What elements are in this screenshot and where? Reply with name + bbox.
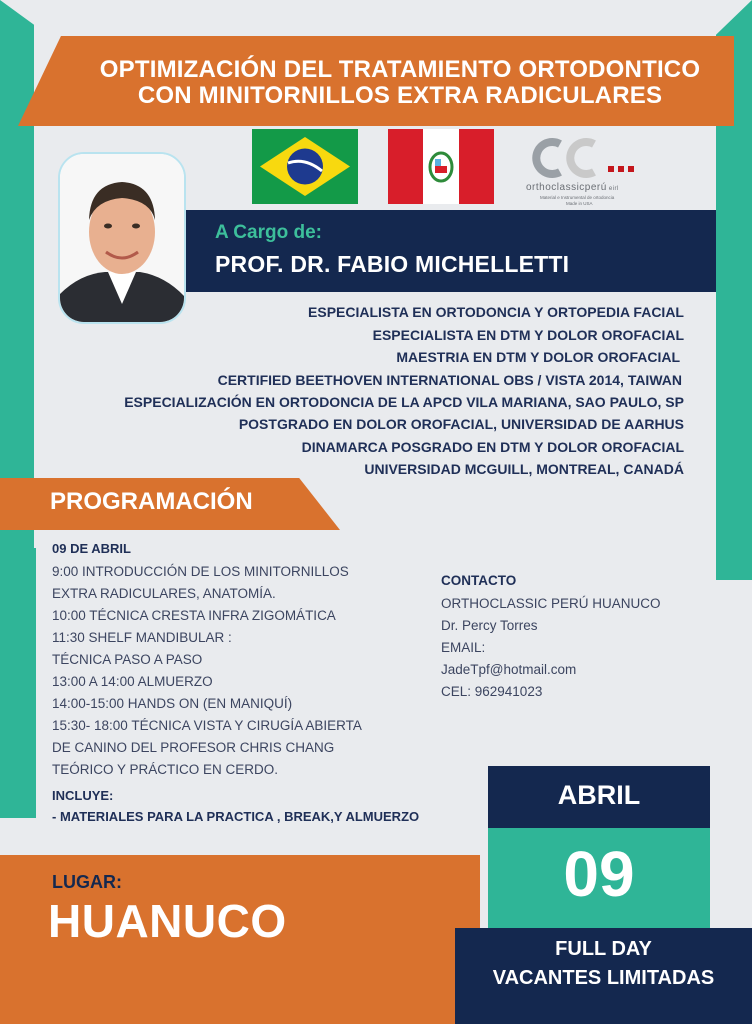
schedule-line: 11:30 SHELF MANDIBULAR : (52, 630, 232, 645)
speaker-photo (58, 152, 186, 324)
credential-line: MAESTRIA EN DTM Y DOLOR OROFACIAL (396, 349, 680, 365)
schedule-line: TEÓRICO Y PRÁCTICO EN CERDO. (52, 762, 279, 777)
program-date: 09 DE ABRIL (52, 541, 131, 556)
logo-tagline-2: Made in USA (566, 201, 593, 206)
credential-line: ESPECIALISTA EN ORTODONCIA Y ORTOPEDIA FACIAL (308, 304, 684, 320)
contact-person: Dr. Percy Torres (441, 618, 538, 633)
credential-line: CERTIFIED BEETHOVEN INTERNATIONAL OBS / VISTA 2014, TAIWAN (217, 372, 682, 388)
schedule-line: 15:30- 18:00 TÉCNICA VISTA Y CIRUGÍA ABIERTA (52, 718, 362, 733)
schedule-line: 13:00 A 14:00 ALMUERZO (52, 674, 213, 689)
full-day-label: FULL DAY (555, 938, 652, 960)
speaker-name: PROF. DR. FABIO MICHELLETTI (215, 251, 570, 277)
program-heading: PROGRAMACIÓN (50, 488, 253, 515)
peru-flag (388, 129, 494, 204)
schedule-line: TÉCNICA PASO A PASO (52, 652, 203, 667)
credential-line: DINAMARCA POSGRADO EN DTM Y DOLOR OROFACIAL (301, 439, 684, 455)
schedule-line: EXTRA RADICULARES, ANATOMÍA. (52, 586, 276, 601)
includes-text: - MATERIALES PARA LA PRACTICA , BREAK,Y ALMUERZO (52, 809, 420, 824)
logo-tagline-1: Material e Instrumental de ortodoncia (540, 195, 615, 200)
credential-line: ESPECIALIZACIÓN EN ORTODONCIA DE LA APCD VILA MARIANA, SAO PAULO, SP (124, 394, 684, 410)
location-city: HUANUCO (48, 895, 287, 947)
schedule-line: DE CANINO DEL PROFESOR CHRIS CHANG (52, 740, 335, 755)
contact-org: ORTHOCLASSIC PERÚ HUANUCO (441, 596, 661, 611)
includes-label: INCLUYE: (52, 788, 114, 803)
credential-line: ESPECIALISTA EN DTM Y DOLOR OROFACIAL (372, 327, 684, 343)
title-line-1: OPTIMIZACIÓN DEL TRATAMIENTO ORTODONTICO (99, 56, 701, 83)
contact-email-label: EMAIL: (441, 640, 486, 655)
location-label: LUGAR: (52, 872, 122, 892)
orthoclassic-logo (520, 134, 640, 210)
speaker-caption: A Cargo de: (215, 222, 322, 243)
logo-suffix: eirl (608, 186, 619, 192)
title-line-2: CON MINITORNILLOS EXTRA RADICULARES (137, 82, 663, 109)
contact-heading: CONTACTO (441, 573, 517, 588)
credential-line: POSTGRADO EN DOLOR OROFACIAL, UNIVERSIDAD DE AARHUS (238, 416, 684, 432)
schedule-line: 9:00 INTRODUCCIÓN DE LOS MINITORNILLOS (52, 564, 349, 579)
schedule-line: 10:00 TÉCNICA CRESTA INFRA ZIGOMÁTICA (52, 608, 336, 623)
event-day: 09 (563, 838, 635, 910)
contact-email[interactable]: JadeTpf@hotmail.com (441, 662, 577, 677)
contact-phone: CEL: 962941023 (441, 684, 543, 699)
credential-line: UNIVERSIDAD MCGUILL, MONTREAL, CANADÁ (364, 461, 684, 477)
left-teal-bottom (0, 548, 36, 818)
event-month: ABRIL (557, 780, 641, 810)
limited-spots-label: VACANTES LIMITADAS (492, 967, 715, 989)
brazil-flag (252, 129, 358, 204)
schedule-line: 14:00-15:00 HANDS ON (EN MANIQUÍ) (52, 696, 293, 711)
logo-brand: orthoclassicperú (526, 182, 607, 193)
